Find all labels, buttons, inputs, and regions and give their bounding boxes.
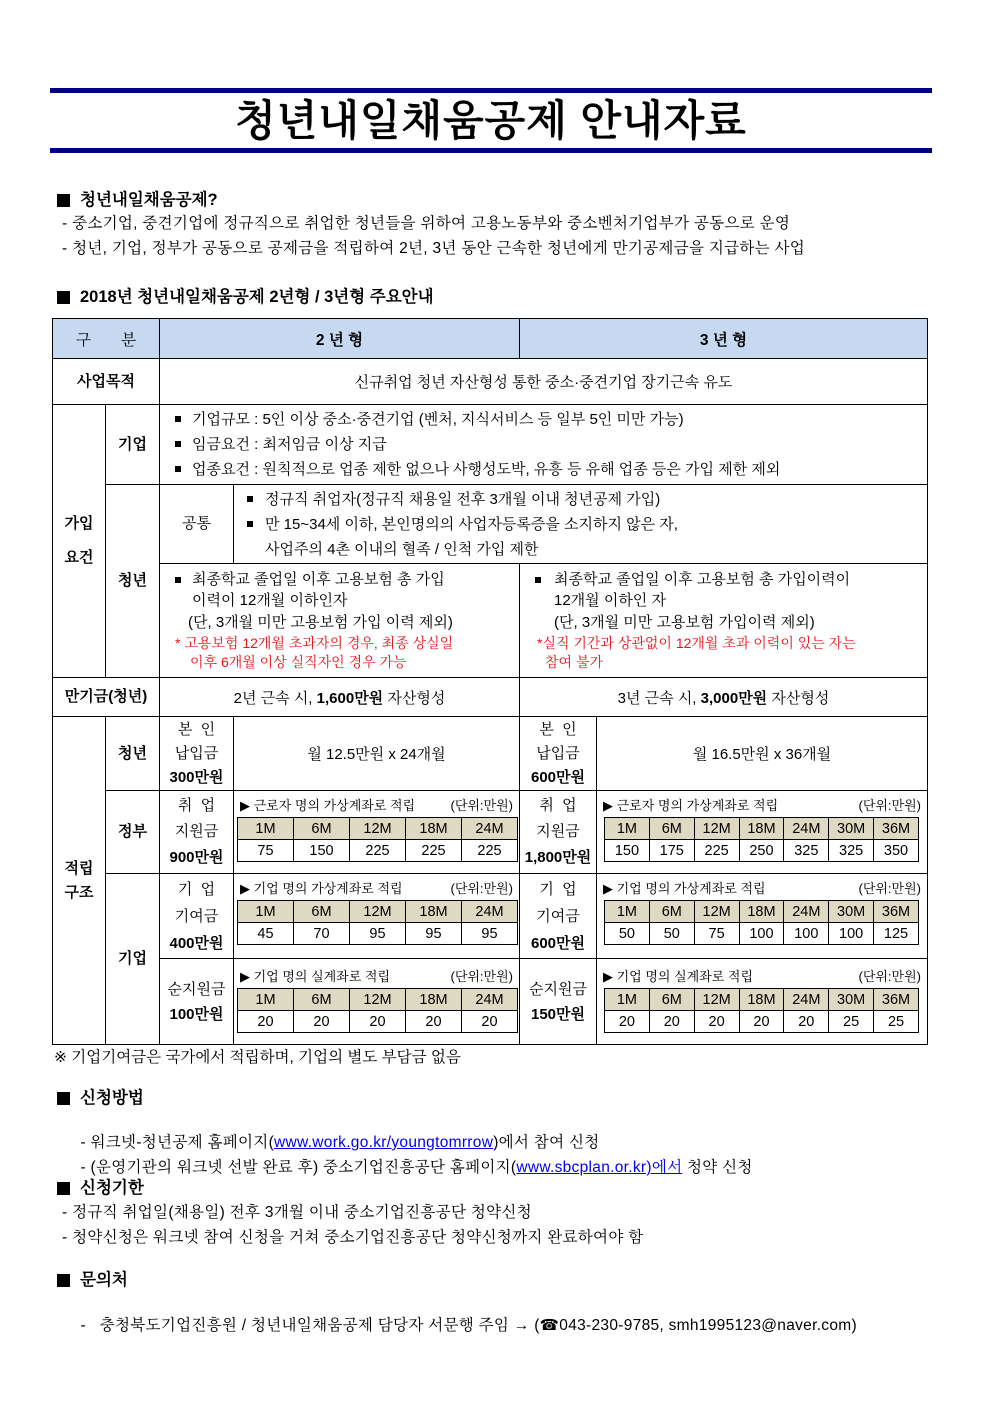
value-cell: 45 [238,923,294,945]
month-cell: 18M [406,989,462,1011]
unit-text: (단위:만원) [450,881,513,896]
label-line: 기 업 [539,880,577,898]
sbcplan-link[interactable]: www.sbcplan.or.kr)에서 [516,1159,683,1176]
value-cell: 25 [829,1011,874,1033]
value-cell: 95 [462,923,518,945]
square-bullet-icon [57,194,70,207]
contribution-2y-label [160,874,234,959]
square-bullet-icon [57,1092,70,1105]
youth-2y-bullet-line: 최종학교 졸업일 이후 고용보험 총 가입 [192,571,445,588]
value-cell: 250 [739,840,784,862]
contact-phone: 043-230-9785, [559,1317,669,1334]
maturity-suffix: 자산형성 [383,689,446,707]
value-cell: 20 [294,1011,350,1033]
list-item [535,569,927,611]
table-header-row [53,319,928,359]
mini-value-row [605,840,919,862]
mini-value-row [238,923,518,945]
label-line: 본 인 [177,720,216,738]
label-line: 납입금 [536,744,580,762]
program-table [52,318,928,1045]
value-cell: 125 [874,923,919,945]
caption-text: ▶ 기업 명의 실계좌로 적립 [240,969,391,984]
value-cell: 20 [238,1011,294,1033]
month-cell: 12M [350,989,406,1011]
value-cell: 225 [406,840,462,862]
mini-header-row [605,901,919,923]
mini-header-row [605,818,919,840]
mini-header-row [238,818,518,840]
month-cell: 18M [739,989,784,1011]
line-prefix: - (운영기관의 워크넷 선발 완료 후) 중소기업진흥공단 홈페이지( [80,1159,517,1176]
net-2y-label [160,959,234,1045]
label-line: 지원금 [174,823,219,840]
mini-header-row [238,901,518,923]
label-amount: 150만원 [530,1005,585,1023]
common-item-text: 만 15~34세 이하, 본인명의의 사업자등록증을 소지하지 않은 자, [265,515,678,533]
net-2y-schedule-table [237,988,518,1033]
month-cell: 18M [739,901,784,923]
label-line: 기 업 [177,880,216,898]
net-3y-content [597,959,928,1045]
youth-3y-bullet-line: 12개월 이하인 자 [554,592,666,609]
accumulation-company-contribution-row [53,874,928,959]
month-cell: 6M [649,901,694,923]
label-amount: 600만원 [530,934,585,952]
maturity-3y [520,678,928,717]
label-line: 취 업 [177,797,216,814]
gov-3y-schedule-table [604,817,919,862]
month-cell: 1M [605,901,650,923]
list-item [175,432,927,457]
mini-value-row [238,1011,518,1033]
value-cell: 225 [694,840,739,862]
accumulation-government-label: 정부 [106,791,160,874]
unit-text: (단위:만원) [858,969,921,984]
accumulation-government-row [53,791,928,874]
contact-suffix: ) [851,1317,857,1334]
maturity-amount: 1,600만원 [316,689,384,707]
value-cell: 20 [739,1011,784,1033]
month-cell: 18M [739,818,784,840]
deadline-heading [57,1178,144,1198]
common-content [234,485,928,564]
month-cell: 6M [649,989,694,1011]
youth-2y-note: 이후 6개월 이상 실직자인 경우 가능 [190,654,407,670]
month-cell: 12M [350,901,406,923]
value-cell: 150 [294,840,350,862]
maturity-prefix: 2년 근속 시, [233,689,317,707]
contact-email[interactable]: smh1995123@naver.com [668,1317,852,1334]
month-cell: 12M [694,989,739,1011]
maturity-suffix: 자산형성 [767,689,830,707]
label-line: 납입금 [174,744,219,762]
maturity-2y [160,678,520,717]
mini-caption [234,796,519,815]
youth-3y-note: *실직 기간과 상관없이 12개월 초과 이력이 있는 자는 [537,635,856,651]
month-cell: 24M [462,989,518,1011]
line-prefix: - 워크넷-청년공제 홈페이지( [80,1134,275,1151]
gov-3y-label [520,791,597,874]
value-cell: 20 [406,1011,462,1033]
label-amount: 400만원 [169,934,224,952]
mini-header-row [238,989,518,1011]
header-type-3y: 3 년 형 [520,319,928,359]
maturity-amount: 3,000만원 [700,689,768,707]
caption-text: ▶ 기업 명의 가상계좌로 적립 [603,881,766,896]
value-cell: 225 [462,840,518,862]
contribution-2y-content [234,874,520,959]
month-cell: 1M [605,989,650,1011]
mini-value-row [238,840,518,862]
month-cell: 30M [829,989,874,1011]
month-cell: 24M [784,989,829,1011]
eligibility-company-label: 기업 [106,405,160,485]
value-cell: 75 [238,840,294,862]
mini-value-row [605,923,919,945]
overview-heading-text: 2018년 청년내일채움공제 2년형 / 3년형 주요안내 [80,288,434,306]
square-bullet-icon [175,466,181,472]
square-bullet-icon [175,416,181,422]
caption-text: ▶ 근로자 명의 가상계좌로 적립 [240,798,416,813]
worknet-link[interactable]: www.work.go.kr/youngtomrrow [274,1134,494,1151]
value-cell: 50 [605,923,650,945]
mini-value-row [605,1011,919,1033]
mini-caption [597,879,927,898]
youth-2y-note: * 고용보험 12개월 초과자의 경우, 최종 상실일 [175,635,454,651]
value-cell: 100 [739,923,784,945]
month-cell: 1M [238,901,294,923]
header-category: 구 분 [53,319,160,359]
youth-2y-bullet-line: 이력이 12개월 이하인자 [192,592,348,609]
value-cell: 75 [694,923,739,945]
net-3y-label [520,959,597,1045]
month-cell: 6M [294,989,350,1011]
eligibility-label-line: 요건 [64,549,94,566]
maturity-prefix: 3년 근속 시, [617,689,701,707]
month-cell: 6M [294,818,350,840]
square-bullet-icon [175,577,181,583]
intro-line: - 중소기업, 중견기업에 정규직으로 취업한 청년들을 위하여 고용노동부와 중소벤처기업부가 공동으로 운영 [62,215,791,232]
label-line: 순지원금 [529,980,587,998]
gov-2y-content [234,791,520,874]
title-top-rule [50,88,932,93]
unit-text: (단위:만원) [450,969,513,984]
intro-heading-text: 청년내일채움공제? [80,191,218,209]
square-bullet-icon [247,521,253,527]
caption-text: ▶ 기업 명의 실계좌로 적립 [603,969,754,984]
month-cell: 6M [649,818,694,840]
gov-2y-label [160,791,234,874]
youth-payment-3y-text: 월 16.5만원 x 36개월 [597,717,928,791]
month-cell: 6M [294,901,350,923]
month-cell: 36M [874,901,919,923]
label-amount: 300만원 [169,768,224,786]
value-cell: 20 [694,1011,739,1033]
square-bullet-icon [57,291,70,304]
square-bullet-icon [57,1274,70,1287]
month-cell: 24M [462,901,518,923]
value-cell: 20 [350,1011,406,1033]
gov-3y-content [597,791,928,874]
purpose-text: 신규취업 청년 자산형성 통한 중소·중견기업 장기근속 유도 [160,359,928,405]
value-cell: 325 [829,840,874,862]
value-cell: 95 [406,923,462,945]
phone-icon: ☎ [539,1317,560,1334]
eligibility-company-content [160,405,928,485]
label-line: 기여금 [536,907,580,925]
accumulation-youth-label: 청년 [106,717,160,791]
value-cell: 25 [874,1011,919,1033]
value-cell: 350 [874,840,919,862]
month-cell: 1M [605,818,650,840]
youth-3y-exception: (단, 3개월 미만 고용보험 가입이력 제외) [554,614,815,631]
month-cell: 24M [784,901,829,923]
overview-heading [57,287,434,307]
list-item [247,487,927,512]
deadline-line: - 청약신청은 워크넷 참여 신청을 거쳐 중소기업진흥공단 청약신청까지 완료하여야 함 [62,1229,644,1246]
eligibility-label-line: 가입 [64,515,94,532]
wage-text: 임금요건 : 최저임금 이상 지급 [192,436,387,453]
list-item [175,407,927,432]
eligibility-youth-label: 청년 [106,485,160,678]
mini-caption [597,967,927,986]
net-3y-schedule-table [604,988,919,1033]
label-amount: 600만원 [530,768,585,786]
month-cell: 36M [874,989,919,1011]
accumulation-label-line: 구조 [64,883,94,901]
month-cell: 24M [784,818,829,840]
label-amount: 1,800만원 [524,849,592,866]
contribution-3y-schedule-table [604,900,919,945]
unit-text: (단위:만원) [858,881,921,896]
accumulation-youth-row [53,717,928,791]
eligibility-label [53,405,106,678]
eligibility-common-row [53,485,928,564]
square-bullet-icon [175,441,181,447]
common-item-text: 정규직 취업자(정규직 채용일 전후 3개월 이내 청년공제 가입) [265,490,661,508]
maturity-row [53,678,928,717]
value-cell: 70 [294,923,350,945]
contact-heading [57,1270,128,1290]
accumulation-label [53,717,106,1045]
month-cell: 30M [829,818,874,840]
mini-header-row [605,989,919,1011]
value-cell: 100 [784,923,829,945]
company-size-text: 기업규모 : 5인 이상 중소·중견기업 (벤처, 지식서비스 등 일부 5인 미만 가능) [192,411,684,428]
value-cell: 50 [649,923,694,945]
value-cell: 20 [649,1011,694,1033]
contact-line [62,1296,857,1356]
accumulation-label-line: 적립 [64,859,94,877]
maturity-label: 만기금(청년) [53,678,160,717]
deadline-line: - 정규직 취업일(채용일) 전후 3개월 이내 중소기업진흥공단 청약신청 [62,1204,532,1221]
apply-method-line [62,1138,753,1198]
month-cell: 1M [238,818,294,840]
header-type-2y: 2 년 형 [160,319,520,359]
contribution-2y-schedule-table [237,900,518,945]
apply-method-heading-text: 신청방법 [80,1089,144,1107]
value-cell: 20 [462,1011,518,1033]
industry-text: 업종요건 : 원칙적으로 업종 제한 없으나 사행성도박, 유흥 등 유해 업종 등은 가입 제한 제외 [192,461,781,478]
accumulation-company-label: 기업 [106,874,160,1045]
common-label: 공통 [160,485,234,564]
value-cell: 20 [605,1011,650,1033]
value-cell: 100 [829,923,874,945]
mini-caption [234,879,519,898]
list-item [175,569,519,611]
common-item-continuation: 사업주의 4촌 이내의 혈족 / 인척 가입 제한 [265,540,539,558]
value-cell: 175 [649,840,694,862]
list-item [175,457,927,482]
list-item [247,512,927,562]
youth-2y-exception: (단, 3개월 미만 고용보험 가입 이력 제외) [188,614,453,631]
contribution-3y-content [597,874,928,959]
eligibility-youth-row [53,564,928,678]
square-bullet-icon [57,1182,70,1195]
deadline-heading-text: 신청기한 [80,1179,144,1197]
contact-prefix: - 충청북도기업진흥원 / 청년내일채움공제 담당자 서문행 주임 → ( [80,1317,540,1334]
label-line: 취 업 [539,797,577,814]
month-cell: 12M [694,901,739,923]
label-amount: 900만원 [169,849,224,866]
line-suffix: )에서 참여 신청 [493,1134,600,1151]
month-cell: 18M [406,818,462,840]
intro-line: - 청년, 기업, 정부가 공동으로 공제금을 적립하여 2년, 3년 동안 근속한 청년에게 만기공제금을 지급하는 사업 [62,240,806,257]
line-suffix: 청약 신청 [682,1159,753,1176]
mini-caption [234,967,519,986]
contribution-3y-label [520,874,597,959]
net-2y-content [234,959,520,1045]
youth-2y-content [160,564,520,678]
purpose-row [53,359,928,405]
value-cell: 95 [350,923,406,945]
value-cell: 325 [784,840,829,862]
label-line: 본 인 [539,720,577,738]
month-cell: 24M [462,818,518,840]
gov-2y-schedule-table [237,817,518,862]
youth-payment-2y-label [160,717,234,791]
value-cell: 20 [784,1011,829,1033]
eligibility-company-row [53,405,928,485]
value-cell: 225 [350,840,406,862]
accumulation-company-net-row [53,959,928,1045]
title-bottom-rule [50,148,932,153]
label-amount: 100만원 [169,1005,224,1023]
youth-3y-bullet-line: 최종학교 졸업일 이후 고용보험 총 가입이력이 [554,571,851,588]
contact-heading-text: 문의처 [80,1271,128,1289]
month-cell: 12M [694,818,739,840]
label-line: 순지원금 [167,980,226,998]
youth-payment-3y-label [520,717,597,791]
square-bullet-icon [535,577,541,583]
unit-text: (단위:만원) [858,798,921,813]
label-line: 지원금 [536,823,580,840]
month-cell: 36M [874,818,919,840]
label-line: 기여금 [174,907,219,925]
value-cell: 150 [605,840,650,862]
month-cell: 30M [829,901,874,923]
youth-3y-content [520,564,928,678]
month-cell: 18M [406,901,462,923]
intro-heading [57,190,218,210]
footnote: ※ 기업기여금은 국가에서 적립하며, 기업의 별도 부담금 없음 [54,1049,461,1066]
month-cell: 12M [350,818,406,840]
page-title: 청년내일채움공제 안내자료 [235,97,747,144]
month-cell: 1M [238,989,294,1011]
apply-method-heading [57,1088,144,1108]
mini-caption [597,796,927,815]
purpose-label: 사업목적 [53,359,160,405]
caption-text: ▶ 근로자 명의 가상계좌로 적립 [603,798,779,813]
unit-text: (단위:만원) [450,798,513,813]
youth-payment-2y-text: 월 12.5만원 x 24개월 [234,717,520,791]
caption-text: ▶ 기업 명의 가상계좌로 적립 [240,881,403,896]
youth-3y-note: 참여 불가 [545,654,603,670]
square-bullet-icon [247,496,253,502]
